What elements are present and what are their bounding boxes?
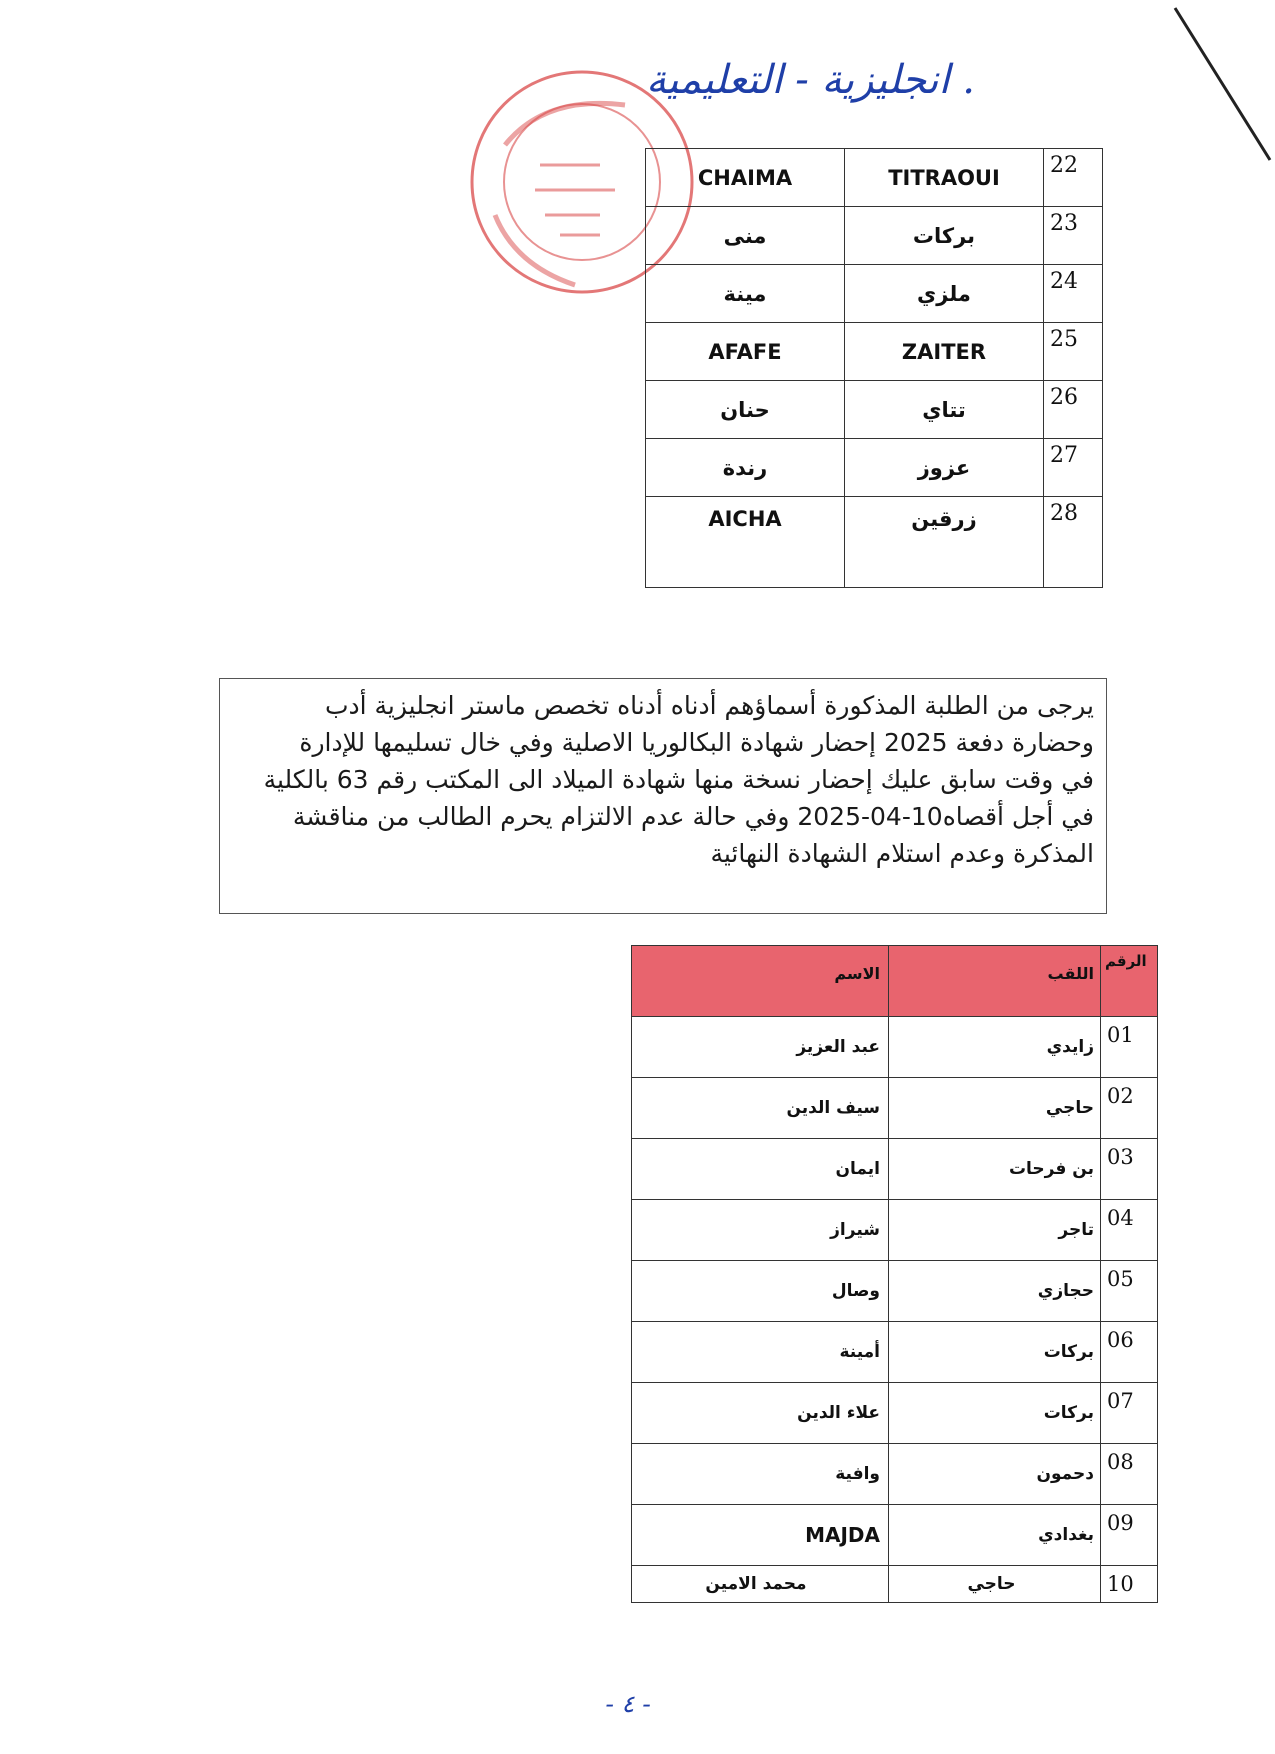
table-row [646, 497, 1103, 588]
student-table [631, 945, 1158, 1603]
table-row [632, 1139, 1158, 1200]
surname-cell: بركات [889, 1383, 1101, 1444]
notice-line: في وقت سابق عليك إحضار نسخة منها شهادة الميلاد الى المكتب رقم 63 بالكلية [263, 765, 1094, 794]
surname-cell: ZAITER [845, 323, 1044, 381]
notice-line: المذكرة وعدم استلام الشهادة النهائية [710, 839, 1094, 868]
surname-cell: عزوز [845, 439, 1044, 497]
number-cell: 23 [1044, 207, 1103, 265]
table-row [632, 1017, 1158, 1078]
name-cell: AICHA [646, 497, 845, 588]
number-cell: 04 [1101, 1200, 1158, 1261]
number-cell: 22 [1044, 149, 1103, 207]
name-cell: حنان [646, 381, 845, 439]
student-table-continued [645, 148, 1103, 588]
surname-cell: بغدادي [889, 1505, 1101, 1566]
notice-line: وحضارة دفعة 2025 إحضار شهادة البكالوريا الاصلية وفي خال تسليمها للإدارة [299, 728, 1094, 757]
table-row [632, 1078, 1158, 1139]
table-row [632, 1261, 1158, 1322]
number-cell: 28 [1044, 497, 1103, 588]
surname-cell: TITRAOUI [845, 149, 1044, 207]
notice-line: في أجل أقصاه10-04-2025 وفي حالة عدم الالتزام يحرم الطالب من مناقشة [292, 802, 1094, 831]
handwritten-title: . انجليزية - التعليمية [645, 57, 975, 103]
number-cell: 06 [1101, 1322, 1158, 1383]
number-cell: 27 [1044, 439, 1103, 497]
table-row [632, 1505, 1158, 1566]
number-cell: 24 [1044, 265, 1103, 323]
name-cell: شيراز [632, 1200, 889, 1261]
surname-cell: تتاي [845, 381, 1044, 439]
surname-cell: دحمون [889, 1444, 1101, 1505]
number-cell: 02 [1101, 1078, 1158, 1139]
notice-line: يرجى من الطلبة المذكورة أسماؤهم أدناه أدناه تخصص ماستر انجليزية أدب [324, 691, 1094, 720]
name-cell: وصال [632, 1261, 889, 1322]
table-row [632, 1322, 1158, 1383]
name-cell: CHAIMA [646, 149, 845, 207]
surname-cell: حجازي [889, 1261, 1101, 1322]
header-name: الاسم [632, 946, 889, 1017]
table-row [646, 381, 1103, 439]
number-cell: 09 [1101, 1505, 1158, 1566]
surname-cell: بركات [845, 207, 1044, 265]
surname-cell: زايدي [889, 1017, 1101, 1078]
number-cell: 08 [1101, 1444, 1158, 1505]
surname-cell: حاجي [889, 1078, 1101, 1139]
surname-cell: تاجر [889, 1200, 1101, 1261]
table-row [632, 1566, 1158, 1603]
number-cell: 25 [1044, 323, 1103, 381]
surname-cell: حاجي [889, 1566, 1101, 1603]
header-surname: اللقب [889, 946, 1101, 1017]
notice-box [219, 678, 1107, 914]
name-cell: ايمان [632, 1139, 889, 1200]
number-cell: 03 [1101, 1139, 1158, 1200]
table-row [646, 323, 1103, 381]
table-row [646, 265, 1103, 323]
number-cell: 10 [1101, 1566, 1158, 1603]
number-cell: 05 [1101, 1261, 1158, 1322]
name-cell: رندة [646, 439, 845, 497]
name-cell: سيف الدين [632, 1078, 889, 1139]
table-row [646, 149, 1103, 207]
name-cell: عبد العزيز [632, 1017, 889, 1078]
surname-cell: بركات [889, 1322, 1101, 1383]
surname-cell: زرقين [845, 497, 1044, 588]
number-cell: 07 [1101, 1383, 1158, 1444]
table-header-row [632, 946, 1158, 1017]
table-row [646, 207, 1103, 265]
table-row [632, 1383, 1158, 1444]
page-number: - ٤ - [605, 1690, 651, 1718]
table-row [646, 439, 1103, 497]
scan-edge-line [1170, 0, 1275, 170]
surname-cell: ملزي [845, 265, 1044, 323]
name-cell: مينة [646, 265, 845, 323]
name-cell: AFAFE [646, 323, 845, 381]
name-cell: منى [646, 207, 845, 265]
number-cell: 26 [1044, 381, 1103, 439]
table-row [632, 1200, 1158, 1261]
name-cell: أمينة [632, 1322, 889, 1383]
table-row [632, 1444, 1158, 1505]
name-cell: محمد الامين [632, 1566, 889, 1603]
name-cell: علاء الدين [632, 1383, 889, 1444]
surname-cell: بن فرحات [889, 1139, 1101, 1200]
header-number: الرقم [1101, 946, 1158, 1017]
number-cell: 01 [1101, 1017, 1158, 1078]
name-cell: وافية [632, 1444, 889, 1505]
name-cell: MAJDA [632, 1505, 889, 1566]
